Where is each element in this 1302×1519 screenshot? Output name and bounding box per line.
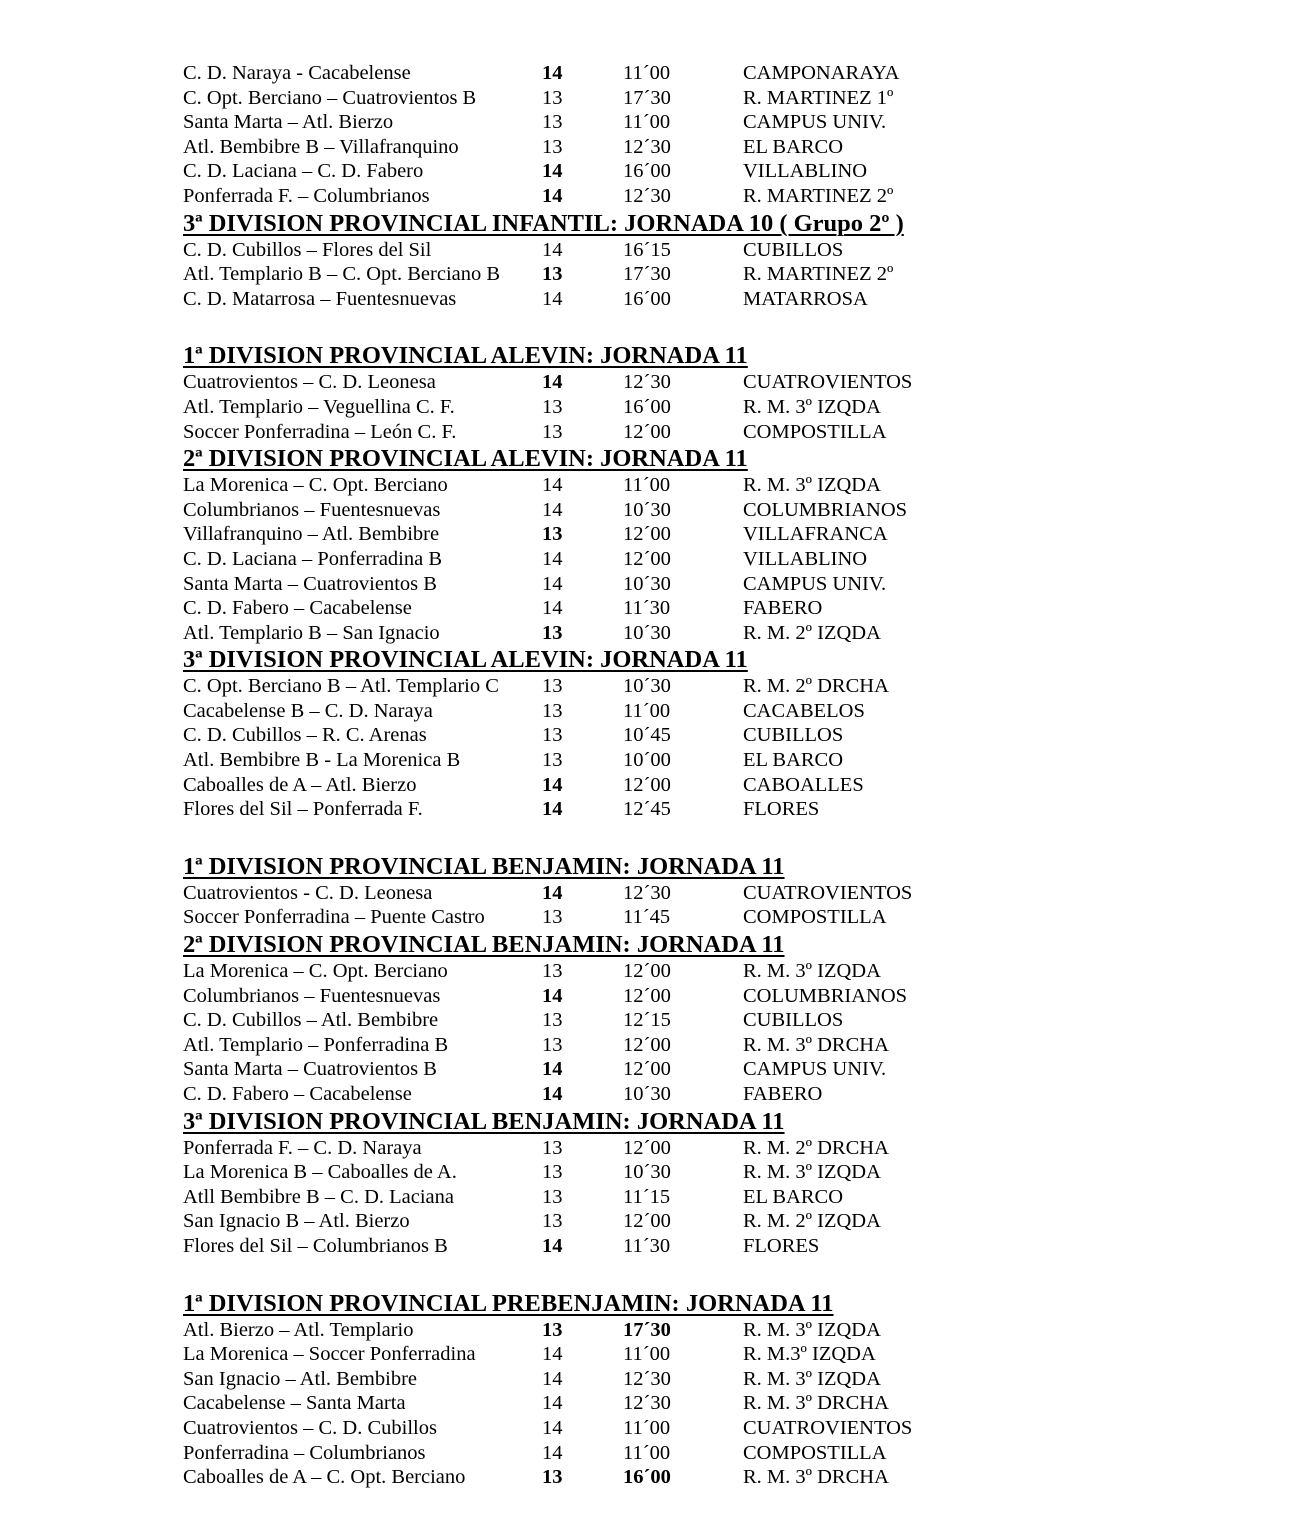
fixture-row bbox=[183, 1234, 1183, 1259]
venue-cell: CABOALLES bbox=[743, 773, 864, 796]
day-cell: 13 bbox=[542, 135, 563, 158]
fixture-row bbox=[183, 238, 1183, 263]
match-cell: Soccer Ponferradina – Puente Castro bbox=[183, 906, 485, 929]
time-cell: 11´30 bbox=[623, 597, 671, 620]
match-cell: C. D. Cubillos – Atl. Bembibre bbox=[183, 1009, 439, 1032]
day-cell: 13 bbox=[542, 1318, 563, 1341]
match-cell: La Morenica – C. Opt. Berciano bbox=[183, 960, 448, 983]
day-cell: 13 bbox=[542, 86, 563, 109]
time-cell: 10´30 bbox=[623, 675, 671, 698]
time-cell: 16´00 bbox=[623, 287, 671, 310]
fixture-row bbox=[183, 473, 1183, 498]
match-cell: C. D. Fabero – Cacabelense bbox=[183, 597, 412, 620]
time-cell: 12´30 bbox=[623, 135, 671, 158]
time-cell: 10´30 bbox=[623, 1161, 671, 1184]
venue-cell: R. MARTINEZ 2º bbox=[743, 263, 894, 286]
match-cell: Atl. Bembibre B – Villafranquino bbox=[183, 135, 459, 158]
match-cell: C. D. Laciana – Ponferradina B bbox=[183, 547, 443, 570]
fixture-row bbox=[183, 1057, 1183, 1082]
match-cell: Villafranquino – Atl. Bembibre bbox=[183, 523, 440, 546]
time-cell: 17´30 bbox=[623, 263, 671, 286]
venue-cell: R. M. 3º DRCHA bbox=[743, 1392, 889, 1415]
match-cell: Atll Bembibre B – C. D. Laciana bbox=[183, 1185, 454, 1208]
venue-cell: CAMPUS UNIV. bbox=[743, 111, 887, 134]
venue-cell: R. M. 2º DRCHA bbox=[743, 1136, 889, 1159]
fixture-section bbox=[183, 444, 1183, 645]
fixture-row bbox=[183, 498, 1183, 523]
venue-cell: R. M. 3º IZQDA bbox=[743, 1161, 881, 1184]
day-cell: 14 bbox=[542, 498, 563, 521]
time-cell: 12´00 bbox=[623, 523, 671, 546]
fixture-row bbox=[183, 596, 1183, 621]
fixture-row bbox=[183, 797, 1183, 822]
time-cell: 17´30 bbox=[623, 1318, 671, 1341]
venue-cell: R. M. 3º IZQDA bbox=[743, 395, 881, 418]
venue-cell: CACABELOS bbox=[743, 699, 865, 722]
match-cell: Cacabelense B – C. D. Naraya bbox=[183, 699, 433, 722]
fixture-row bbox=[183, 723, 1183, 748]
fixture-row bbox=[183, 1367, 1183, 1392]
match-cell: Cuatrovientos - C. D. Leonesa bbox=[183, 881, 433, 904]
match-cell: Flores del Sil – Columbrianos B bbox=[183, 1234, 448, 1257]
venue-cell: MATARROSA bbox=[743, 287, 868, 310]
match-cell: Cuatrovientos – C. D. Cubillos bbox=[183, 1416, 437, 1439]
day-cell: 14 bbox=[542, 572, 563, 595]
fixture-row bbox=[183, 547, 1183, 572]
day-cell: 13 bbox=[542, 1009, 563, 1032]
match-cell: Atl. Templario – Veguellina C. F. bbox=[183, 395, 455, 418]
day-cell: 14 bbox=[542, 287, 563, 310]
match-cell: San Ignacio – Atl. Bembibre bbox=[183, 1367, 417, 1390]
fixture-row bbox=[183, 572, 1183, 597]
day-cell: 14 bbox=[542, 1343, 563, 1366]
match-cell: La Morenica B – Caboalles de A. bbox=[183, 1161, 457, 1184]
match-cell: San Ignacio B – Atl. Bierzo bbox=[183, 1210, 410, 1233]
day-cell: 14 bbox=[542, 238, 563, 261]
match-cell: C. D. Laciana – C. D. Fabero bbox=[183, 160, 424, 183]
fixture-row bbox=[183, 370, 1183, 395]
time-cell: 16´00 bbox=[623, 160, 671, 183]
day-cell: 14 bbox=[542, 1234, 563, 1257]
fixture-section bbox=[183, 645, 1183, 822]
time-cell: 12´30 bbox=[623, 1367, 671, 1390]
time-cell: 12´00 bbox=[623, 420, 671, 443]
venue-cell: VILLABLINO bbox=[743, 160, 868, 183]
fixture-row bbox=[183, 621, 1183, 646]
time-cell: 10´30 bbox=[623, 572, 671, 595]
time-cell: 11´00 bbox=[623, 699, 671, 722]
match-cell: Santa Marta – Cuatrovientos B bbox=[183, 572, 437, 595]
match-cell: C. D. Cubillos – R. C. Arenas bbox=[183, 724, 427, 747]
match-cell: C. D. Fabero – Cacabelense bbox=[183, 1083, 412, 1105]
venue-cell: FLORES bbox=[743, 1234, 820, 1257]
match-cell: Atl. Bierzo – Atl. Templario bbox=[183, 1318, 414, 1341]
venue-cell: CAMPUS UNIV. bbox=[743, 572, 887, 595]
day-cell: 14 bbox=[542, 773, 563, 796]
venue-cell: R. M. 3º DRCHA bbox=[743, 1466, 889, 1489]
venue-cell: CUATROVIENTOS bbox=[743, 1416, 913, 1439]
venue-cell: COLUMBRIANOS bbox=[743, 984, 908, 1007]
venue-cell: VILLAFRANCA bbox=[743, 523, 888, 546]
day-cell: 13 bbox=[542, 621, 563, 644]
time-cell: 12´00 bbox=[623, 773, 671, 796]
day-cell: 13 bbox=[542, 749, 563, 772]
section-heading: 1ª DIVISION PROVINCIAL ALEVIN: JORNADA 11 bbox=[183, 342, 748, 370]
match-cell: Caboalles de A – C. Opt. Berciano bbox=[183, 1466, 466, 1489]
fixture-row bbox=[183, 959, 1183, 984]
day-cell: 14 bbox=[542, 474, 563, 497]
time-cell: 12´00 bbox=[623, 1033, 671, 1056]
time-cell: 12´30 bbox=[623, 184, 671, 207]
venue-cell: R. M. 3º IZQDA bbox=[743, 1318, 881, 1341]
day-cell: 14 bbox=[542, 547, 563, 570]
venue-cell: R. M. 2º IZQDA bbox=[743, 1210, 881, 1233]
day-cell: 13 bbox=[542, 724, 563, 747]
venue-cell: R. M.3º IZQDA bbox=[743, 1343, 876, 1366]
fixture-row bbox=[183, 262, 1183, 287]
time-cell: 11´00 bbox=[623, 1343, 671, 1366]
venue-cell: CUATROVIENTOS bbox=[743, 881, 913, 904]
venue-cell: R. M. 3º IZQDA bbox=[743, 474, 881, 497]
venue-cell: EL BARCO bbox=[743, 135, 844, 158]
day-cell: 13 bbox=[542, 1033, 563, 1056]
day-cell: 13 bbox=[542, 675, 563, 698]
match-cell: Soccer Ponferradina – León C. F. bbox=[183, 420, 457, 443]
match-cell: Atl. Templario B – San Ignacio bbox=[183, 621, 440, 644]
fixture-row bbox=[183, 984, 1183, 1009]
venue-cell: R. MARTINEZ 2º bbox=[743, 184, 894, 207]
match-cell: La Morenica – C. Opt. Berciano bbox=[183, 474, 448, 497]
time-cell: 12´00 bbox=[623, 1058, 671, 1081]
time-cell: 12´30 bbox=[623, 1392, 671, 1415]
day-cell: 14 bbox=[542, 597, 563, 620]
section-heading: 1ª DIVISION PROVINCIAL BENJAMIN: JORNADA 11 bbox=[183, 852, 785, 880]
match-cell: Ponferradina – Columbrianos bbox=[183, 1441, 426, 1464]
fixture-row bbox=[183, 674, 1183, 699]
venue-cell: CUATROVIENTOS bbox=[743, 371, 913, 394]
fixture-section bbox=[183, 1107, 1183, 1259]
fixture-row bbox=[183, 1082, 1183, 1107]
fixture-section bbox=[183, 209, 1183, 312]
day-cell: 14 bbox=[542, 1367, 563, 1390]
time-cell: 10´30 bbox=[623, 498, 671, 521]
venue-cell: EL BARCO bbox=[743, 749, 844, 772]
day-cell: 14 bbox=[542, 798, 563, 821]
time-cell: 12´30 bbox=[623, 371, 671, 394]
match-cell: Columbrianos – Fuentesnuevas bbox=[183, 984, 441, 1007]
fixture-row bbox=[183, 1209, 1183, 1234]
match-cell: Ponferrada F. – C. D. Naraya bbox=[183, 1136, 422, 1159]
day-cell: 14 bbox=[542, 1441, 563, 1464]
fixture-row bbox=[183, 86, 1183, 111]
fixtures-document bbox=[183, 61, 1183, 1490]
fixture-row bbox=[183, 159, 1183, 184]
venue-cell: CAMPUS UNIV. bbox=[743, 1058, 887, 1081]
venue-cell: CUBILLOS bbox=[743, 238, 844, 261]
fixture-section bbox=[183, 61, 1183, 209]
fixture-row bbox=[183, 61, 1183, 86]
section-heading: 3ª DIVISION PROVINCIAL BENJAMIN: JORNADA 11 bbox=[183, 1107, 785, 1135]
venue-cell: R. M. 3º IZQDA bbox=[743, 1367, 881, 1390]
time-cell: 12´00 bbox=[623, 1136, 671, 1159]
day-cell: 13 bbox=[542, 1210, 563, 1233]
time-cell: 11´00 bbox=[623, 474, 671, 497]
day-cell: 14 bbox=[542, 371, 563, 394]
fixture-row bbox=[183, 1033, 1183, 1058]
day-cell: 14 bbox=[542, 1392, 563, 1415]
venue-cell: EL BARCO bbox=[743, 1185, 844, 1208]
fixture-row bbox=[183, 1391, 1183, 1416]
match-cell: Cuatrovientos – C. D. Leonesa bbox=[183, 371, 436, 394]
time-cell: 16´00 bbox=[623, 1466, 671, 1489]
match-cell: La Morenica – Soccer Ponferradina bbox=[183, 1343, 476, 1366]
venue-cell: R. MARTINEZ 1º bbox=[743, 86, 894, 109]
match-cell: Caboalles de A – Atl. Bierzo bbox=[183, 773, 417, 796]
venue-cell: VILLABLINO bbox=[743, 547, 868, 570]
section-heading: 1ª DIVISION PROVINCIAL PREBENJAMIN: JORNADA 11 bbox=[183, 1289, 834, 1317]
match-cell: Cacabelense – Santa Marta bbox=[183, 1392, 406, 1415]
day-cell: 13 bbox=[542, 523, 563, 546]
venue-cell: CUBILLOS bbox=[743, 724, 844, 747]
day-cell: 14 bbox=[542, 1416, 563, 1439]
venue-cell: COLUMBRIANOS bbox=[743, 498, 908, 521]
day-cell: 13 bbox=[542, 1466, 563, 1489]
match-cell: C. Opt. Berciano B – Atl. Templario C bbox=[183, 675, 499, 698]
section-heading: 3ª DIVISION PROVINCIAL INFANTIL: JORNADA 10 ( Grupo 2º ) bbox=[183, 209, 904, 237]
fixture-row bbox=[183, 287, 1183, 312]
venue-cell: R. M. 2º IZQDA bbox=[743, 621, 881, 644]
day-cell: 13 bbox=[542, 906, 563, 929]
day-cell: 14 bbox=[542, 1058, 563, 1081]
fixture-section bbox=[183, 1289, 1183, 1490]
fixture-row bbox=[183, 1342, 1183, 1367]
venue-cell: R. M. 3º IZQDA bbox=[743, 960, 881, 983]
venue-cell: COMPOSTILLA bbox=[743, 906, 887, 929]
venue-cell: CAMPONARAYA bbox=[743, 62, 900, 84]
fixture-row bbox=[183, 135, 1183, 160]
fixture-section bbox=[183, 930, 1183, 1107]
fixture-row bbox=[183, 905, 1183, 930]
fixture-row bbox=[183, 1416, 1183, 1441]
match-cell: Flores del Sil – Ponferrada F. bbox=[183, 798, 423, 821]
time-cell: 12´00 bbox=[623, 1210, 671, 1233]
match-cell: C. Opt. Berciano – Cuatrovientos B bbox=[183, 86, 477, 109]
day-cell: 13 bbox=[542, 1161, 563, 1184]
day-cell: 14 bbox=[542, 184, 563, 207]
fixture-row bbox=[183, 1441, 1183, 1466]
day-cell: 14 bbox=[542, 984, 563, 1007]
match-cell: C. D. Naraya - Cacabelense bbox=[183, 62, 411, 84]
section-heading: 2ª DIVISION PROVINCIAL ALEVIN: JORNADA 11 bbox=[183, 445, 748, 473]
fixture-row bbox=[183, 420, 1183, 445]
day-cell: 14 bbox=[542, 881, 563, 904]
fixture-row bbox=[183, 110, 1183, 135]
fixture-row bbox=[183, 773, 1183, 798]
match-cell: Atl. Templario B – C. Opt. Berciano B bbox=[183, 263, 501, 286]
day-cell: 14 bbox=[542, 1083, 563, 1105]
match-cell: Atl. Templario – Ponferradina B bbox=[183, 1033, 449, 1056]
time-cell: 11´00 bbox=[623, 1441, 671, 1464]
match-cell: Atl. Bembibre B - La Morenica B bbox=[183, 749, 461, 772]
time-cell: 10´45 bbox=[623, 724, 671, 747]
time-cell: 11´15 bbox=[623, 1185, 671, 1208]
day-cell: 13 bbox=[542, 420, 563, 443]
day-cell: 13 bbox=[542, 395, 563, 418]
fixture-row bbox=[183, 1185, 1183, 1210]
fixture-section bbox=[183, 341, 1183, 444]
fixture-row bbox=[183, 1008, 1183, 1033]
fixture-row bbox=[183, 748, 1183, 773]
day-cell: 13 bbox=[542, 263, 563, 286]
day-cell: 13 bbox=[542, 111, 563, 134]
venue-cell: FLORES bbox=[743, 798, 820, 821]
day-cell: 14 bbox=[542, 62, 563, 84]
match-cell: Columbrianos – Fuentesnuevas bbox=[183, 498, 441, 521]
fixture-row bbox=[183, 522, 1183, 547]
match-cell: C. D. Cubillos – Flores del Sil bbox=[183, 238, 432, 261]
time-cell: 10´30 bbox=[623, 621, 671, 644]
venue-cell: CUBILLOS bbox=[743, 1009, 844, 1032]
fixture-row bbox=[183, 699, 1183, 724]
time-cell: 12´15 bbox=[623, 1009, 671, 1032]
time-cell: 12´30 bbox=[623, 881, 671, 904]
time-cell: 12´00 bbox=[623, 960, 671, 983]
venue-cell: R. M. 3º DRCHA bbox=[743, 1033, 889, 1056]
section-heading: 2ª DIVISION PROVINCIAL BENJAMIN: JORNADA 11 bbox=[183, 931, 785, 959]
time-cell: 11´45 bbox=[623, 906, 671, 929]
time-cell: 16´00 bbox=[623, 395, 671, 418]
time-cell: 11´30 bbox=[623, 1234, 671, 1257]
venue-cell: COMPOSTILLA bbox=[743, 420, 887, 443]
fixture-row bbox=[183, 881, 1183, 906]
time-cell: 17´30 bbox=[623, 86, 671, 109]
day-cell: 14 bbox=[542, 160, 563, 183]
venue-cell: FABERO bbox=[743, 597, 823, 620]
fixture-row bbox=[183, 1318, 1183, 1343]
time-cell: 12´45 bbox=[623, 798, 671, 821]
section-heading: 3ª DIVISION PROVINCIAL ALEVIN: JORNADA 11 bbox=[183, 646, 748, 674]
fixture-row bbox=[183, 184, 1183, 209]
fixture-row bbox=[183, 1160, 1183, 1185]
time-cell: 16´15 bbox=[623, 238, 671, 261]
time-cell: 10´00 bbox=[623, 749, 671, 772]
time-cell: 11´00 bbox=[623, 1416, 671, 1439]
match-cell: Santa Marta – Atl. Bierzo bbox=[183, 111, 394, 134]
day-cell: 13 bbox=[542, 699, 563, 722]
time-cell: 12´00 bbox=[623, 547, 671, 570]
time-cell: 10´30 bbox=[623, 1083, 671, 1105]
venue-cell: R. M. 2º DRCHA bbox=[743, 675, 889, 698]
time-cell: 11´00 bbox=[623, 62, 671, 84]
match-cell: Santa Marta – Cuatrovientos B bbox=[183, 1058, 437, 1081]
match-cell: Ponferrada F. – Columbrianos bbox=[183, 184, 430, 207]
fixture-row bbox=[183, 1465, 1183, 1490]
venue-cell: COMPOSTILLA bbox=[743, 1441, 887, 1464]
day-cell: 13 bbox=[542, 1185, 563, 1208]
time-cell: 11´00 bbox=[623, 111, 671, 134]
match-cell: C. D. Matarrosa – Fuentesnuevas bbox=[183, 287, 457, 310]
fixture-row bbox=[183, 395, 1183, 420]
venue-cell: FABERO bbox=[743, 1083, 823, 1105]
day-cell: 13 bbox=[542, 960, 563, 983]
fixture-section bbox=[183, 852, 1183, 930]
fixture-row bbox=[183, 1136, 1183, 1161]
time-cell: 12´00 bbox=[623, 984, 671, 1007]
day-cell: 13 bbox=[542, 1136, 563, 1159]
